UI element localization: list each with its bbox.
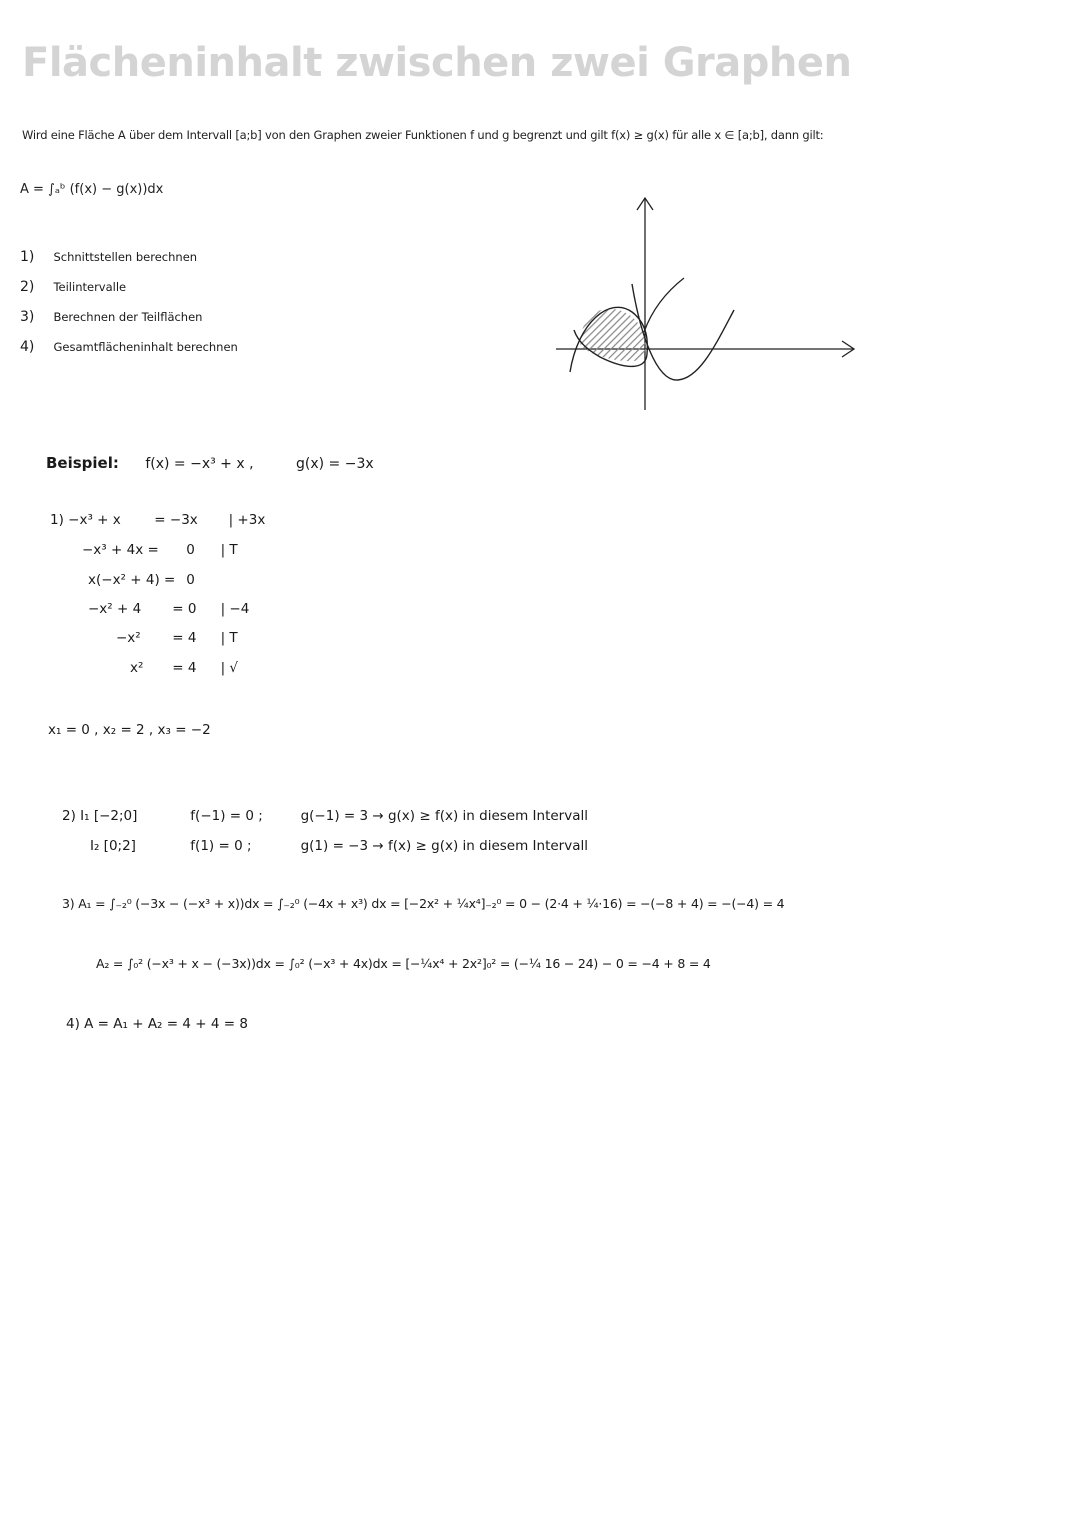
step-item <box>20 246 197 265</box>
step-number: 4) <box>20 339 35 355</box>
example-label: Beispiel: <box>46 454 119 472</box>
total-area: 4) A = A₁ + A₂ = 4 + 4 = 8 <box>66 1016 248 1032</box>
area-sketch <box>548 192 868 422</box>
example-header <box>46 454 374 472</box>
area1-calculation: 3) A₁ = ∫₋₂⁰ (−3x − (−x³ + x))dx = ∫₋₂⁰ (−4x + x³) dx = [−2x² + ¼x⁴]₋₂⁰ = 0 − (2·4 + ¼·16) = −(−8 + 4) = −(−4) = 4 <box>62 896 785 911</box>
step-text: Teilintervalle <box>53 280 127 294</box>
step-item <box>20 336 238 355</box>
equation-row: x(−x² + 4) = 0 <box>88 572 195 588</box>
axes <box>556 198 854 410</box>
step-number: 2) <box>20 279 35 295</box>
step-item <box>20 306 202 325</box>
step-text: Schnittstellen berechnen <box>53 250 198 264</box>
step-text: Berechnen der Teilflächen <box>53 310 203 324</box>
step-number: 3) <box>20 309 35 325</box>
function-f: f(x) = −x³ + x , <box>145 456 254 472</box>
roots-line: x₁ = 0 , x₂ = 2 , x₃ = −2 <box>48 722 211 738</box>
equation-row: −x³ + 4x = 0 | T <box>82 542 238 558</box>
interval-row: I₂ [0;2] f(1) = 0 ; g(1) = −3 → f(x) ≥ g(x) in diesem Intervall <box>90 838 588 854</box>
equation-row: −x² + 4 = 0 | −4 <box>88 601 250 617</box>
step-item <box>20 276 126 295</box>
shaded-area <box>580 309 646 361</box>
curve-line <box>644 278 684 332</box>
interval-row: 2) I₁ [−2;0] f(−1) = 0 ; g(−1) = 3 → g(x) ≥ f(x) in diesem Intervall <box>62 808 588 824</box>
step-text: Gesamtflächeninhalt berechnen <box>53 340 238 354</box>
page-title: Flächeninhalt zwischen zwei Graphen <box>22 40 852 86</box>
area2-calculation: A₂ = ∫₀² (−x³ + x − (−3x))dx = ∫₀² (−x³ + 4x)dx = [−¼x⁴ + 2x²]₀² = (−¼ 16 − 24) − 0 = −4 + 8 = 4 <box>96 956 711 971</box>
area-formula: A = ∫ₐᵇ (f(x) − g(x))dx <box>20 182 164 197</box>
intro-text: Wird eine Fläche A über dem Intervall [a;b] von den Graphen zweier Funktionen f und g begrenzt und gilt f(x) ≥ g(x) für alle x ∈ [a;b], dann gilt: <box>22 128 824 142</box>
equation-row: 1) −x³ + x = −3x | +3x <box>50 512 266 528</box>
equation-row: x² = 4 | √ <box>130 660 239 676</box>
step-number: 1) <box>20 249 35 265</box>
function-g: g(x) = −3x <box>296 456 374 472</box>
equation-row: −x² = 4 | T <box>116 630 238 646</box>
curve-g <box>632 284 734 380</box>
